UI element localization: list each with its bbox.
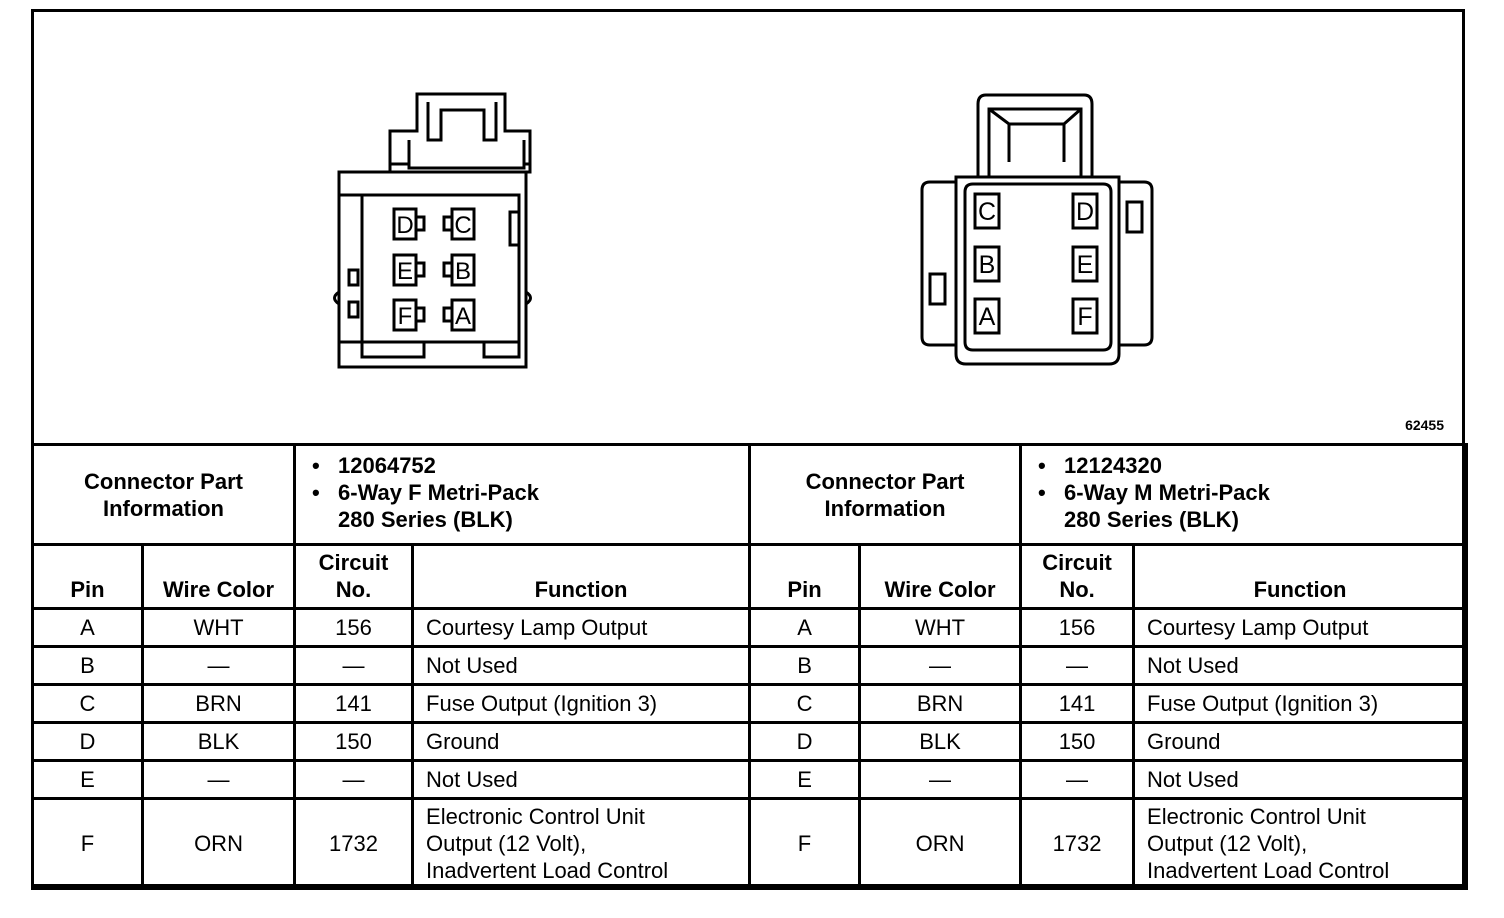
diagram-frame [31,9,1465,887]
function-cell: Electronic Control Unit Output (12 Volt), Inadvertent Load Control [413,799,750,889]
wire-color-cell: BLK [860,723,1021,761]
table-row [33,761,1467,799]
pin-cell: A [750,609,860,647]
wire-color-cell: — [143,761,295,799]
circuit-header: Circuit No. [295,545,413,609]
circuit-cell: 156 [295,609,413,647]
function-header: Function [1134,545,1467,609]
female-pin-label: C [454,212,472,239]
wire-color-cell: WHT [860,609,1021,647]
pin-cell: C [750,685,860,723]
circuit-cell: 1732 [295,799,413,889]
right-part-info [1021,445,1467,545]
circuit-cell: 141 [1021,685,1134,723]
pin-header: Pin [750,545,860,609]
wire-color-header: Wire Color [860,545,1021,609]
right-part-series: 280 Series (BLK) [1064,507,1239,532]
column-header-row [33,545,1467,609]
wire-color-header: Wire Color [143,545,295,609]
pin-cell: B [33,647,143,685]
table-row [33,609,1467,647]
circuit-cell: 141 [295,685,413,723]
circuit-cell: — [295,761,413,799]
right-part-description: • 6-Way M Metri-Pack [1064,479,1465,506]
wire-color-cell: BRN [143,685,295,723]
wire-color-cell: — [860,761,1021,799]
function-cell: Ground [413,723,750,761]
function-cell: Not Used [413,761,750,799]
pin-cell: F [750,799,860,889]
function-cell: Ground [1134,723,1467,761]
left-part-info [295,445,750,545]
female-pin-label: F [397,303,413,330]
pin-header: Pin [33,545,143,609]
circuit-cell: — [1021,647,1134,685]
female-connector-drawing [335,94,531,367]
pin-cell: D [33,723,143,761]
function-cell: Courtesy Lamp Output [413,609,750,647]
function-cell: Courtesy Lamp Output [1134,609,1467,647]
pin-cell: A [33,609,143,647]
table-row [33,799,1467,889]
circuit-cell: — [295,647,413,685]
function-cell: Fuse Output (Ignition 3) [413,685,750,723]
wire-color-cell: — [860,647,1021,685]
table-row [33,723,1467,761]
pin-cell: F [33,799,143,889]
wire-color-cell: WHT [143,609,295,647]
function-cell: Not Used [413,647,750,685]
wire-color-cell: BLK [143,723,295,761]
table-row [33,647,1467,685]
female-pin-label: A [454,303,472,330]
function-cell: Not Used [1134,647,1467,685]
male-pin-label: A [978,303,996,331]
figure-id: 62455 [1405,417,1444,433]
male-pin-label: E [1076,251,1094,279]
pin-cell: B [750,647,860,685]
function-cell: Electronic Control Unit Output (12 Volt), Inadvertent Load Control [1134,799,1467,889]
wire-color-cell: ORN [860,799,1021,889]
table-row [33,685,1467,723]
male-pin-label: D [1075,198,1095,226]
circuit-cell: 156 [1021,609,1134,647]
pin-cell: E [33,761,143,799]
connector-drawings [34,12,1462,443]
pin-cell: C [33,685,143,723]
wire-color-cell: ORN [143,799,295,889]
function-cell: Fuse Output (Ignition 3) [1134,685,1467,723]
right-part-info-label: Connector Part Information [750,445,1021,545]
part-info-row [33,445,1467,545]
circuit-cell: 150 [1021,723,1134,761]
circuit-cell: 150 [295,723,413,761]
circuit-header: Circuit No. [1021,545,1134,609]
right-part-number: • 12124320 [1064,452,1465,479]
female-pin-label: E [396,258,414,285]
left-part-info-label: Connector Part Information [33,445,295,545]
left-part-description: • 6-Way F Metri-Pack [338,479,748,506]
circuit-cell: 1732 [1021,799,1134,889]
male-pin-label: C [977,198,997,226]
circuit-cell: — [1021,761,1134,799]
male-pin-label: B [978,251,996,279]
male-connector-drawing [922,95,1152,364]
connector-pinout-table [31,443,1468,890]
connector-illustration [34,12,1462,443]
female-pin-label: B [454,258,472,285]
female-pin-label: D [396,212,414,239]
wire-color-cell: BRN [860,685,1021,723]
pin-cell: E [750,761,860,799]
pin-cell: D [750,723,860,761]
function-header: Function [413,545,750,609]
wire-color-cell: — [143,647,295,685]
male-pin-label: F [1077,303,1093,331]
left-part-number: • 12064752 [338,452,748,479]
left-part-series: 280 Series (BLK) [338,507,513,532]
function-cell: Not Used [1134,761,1467,799]
